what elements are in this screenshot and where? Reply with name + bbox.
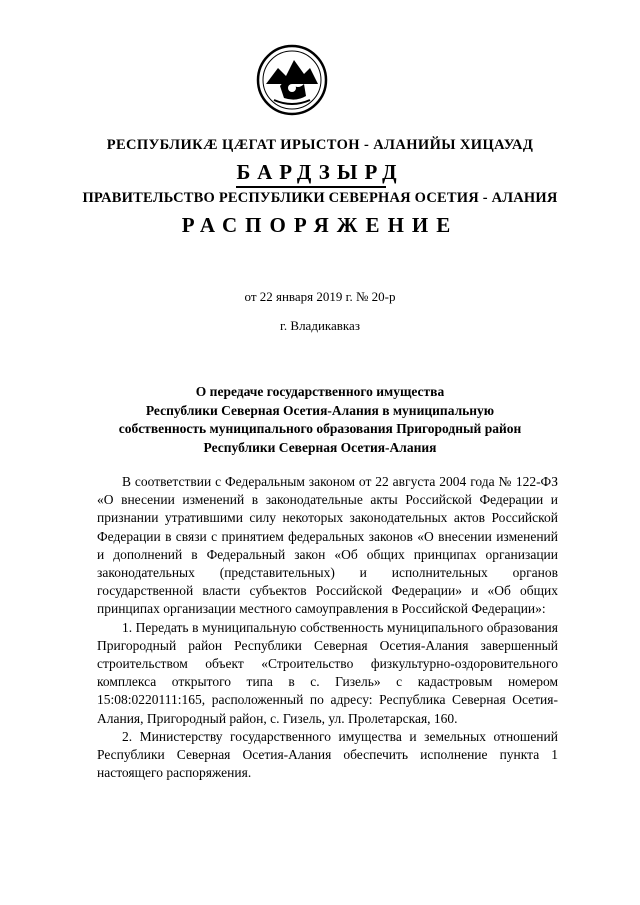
title-line: О передаче государственного имущества [195, 384, 445, 399]
header-ossetian-government: РЕСПУБЛИКӔ ЦӔГАТ ИРЫСТОН - АЛАНИЙЫ ХИЦАУАД [106, 137, 534, 153]
preamble-paragraph: В соответствии с Федеральным законом от 22 августа 2004 года № 122-ФЗ «О внесении изменений в законодательные акты Российской Федерации и признании утратившими силу некоторых законодательных актов Российской Федерации в связи с принятием федеральных законов «О внесении изменений и дополнений в Федеральный закон «Об общих принципах организации законодательных (представительных) и исполнительных органов государственной власти субъектов Российской Федерации» и «Об общих принципах организации местного самоуправления в Российской Федерации»: [97, 474, 558, 617]
document-city: г. Владикавказ [280, 318, 360, 333]
title-line: Республики Северная Осетия-Алания в муниципальную [145, 402, 495, 418]
clause-2-paragraph: 2. Министерству государственного имущества и земельных отношений Республики Северная Осетия-Алания обеспечить исполнение пункта 1 настоящего распоряжения. [97, 728, 558, 781]
document-type-heading: РАСПОРЯЖЕНИЕ [181, 213, 459, 237]
document-date-number: от 22 января 2019 г. № 20-р [244, 289, 396, 304]
clause-1-paragraph: 1. Передать в муниципальную собственность муниципального образования Пригородный район Республики Северная Осетия-Алания завершенный строительством объект «Строительство физкультурно-оздоровительного комплекса открытого типа в с. Гизель» с кадастровым номером 15:08:0220111:165, расположенный по адресу: Республика Северная Осетия-Алания, Пригородный район, с. Гизель, ул. Пролетарская, 160. [97, 619, 558, 726]
document-body [97, 473, 558, 782]
document-title [100, 383, 540, 457]
header-ossetian-decree: БАРДЗЫРД [236, 160, 404, 184]
header-divider [236, 186, 386, 188]
title-line: собственность муниципального образования Пригородный район [118, 421, 522, 436]
header-russian-government: ПРАВИТЕЛЬСТВО РЕСПУБЛИКИ СЕВЕРНАЯ ОСЕТИЯ - АЛАНИЯ [82, 190, 558, 206]
coat-of-arms-icon [256, 44, 328, 116]
title-line: Республики Северная Осетия-Алания [203, 439, 437, 455]
